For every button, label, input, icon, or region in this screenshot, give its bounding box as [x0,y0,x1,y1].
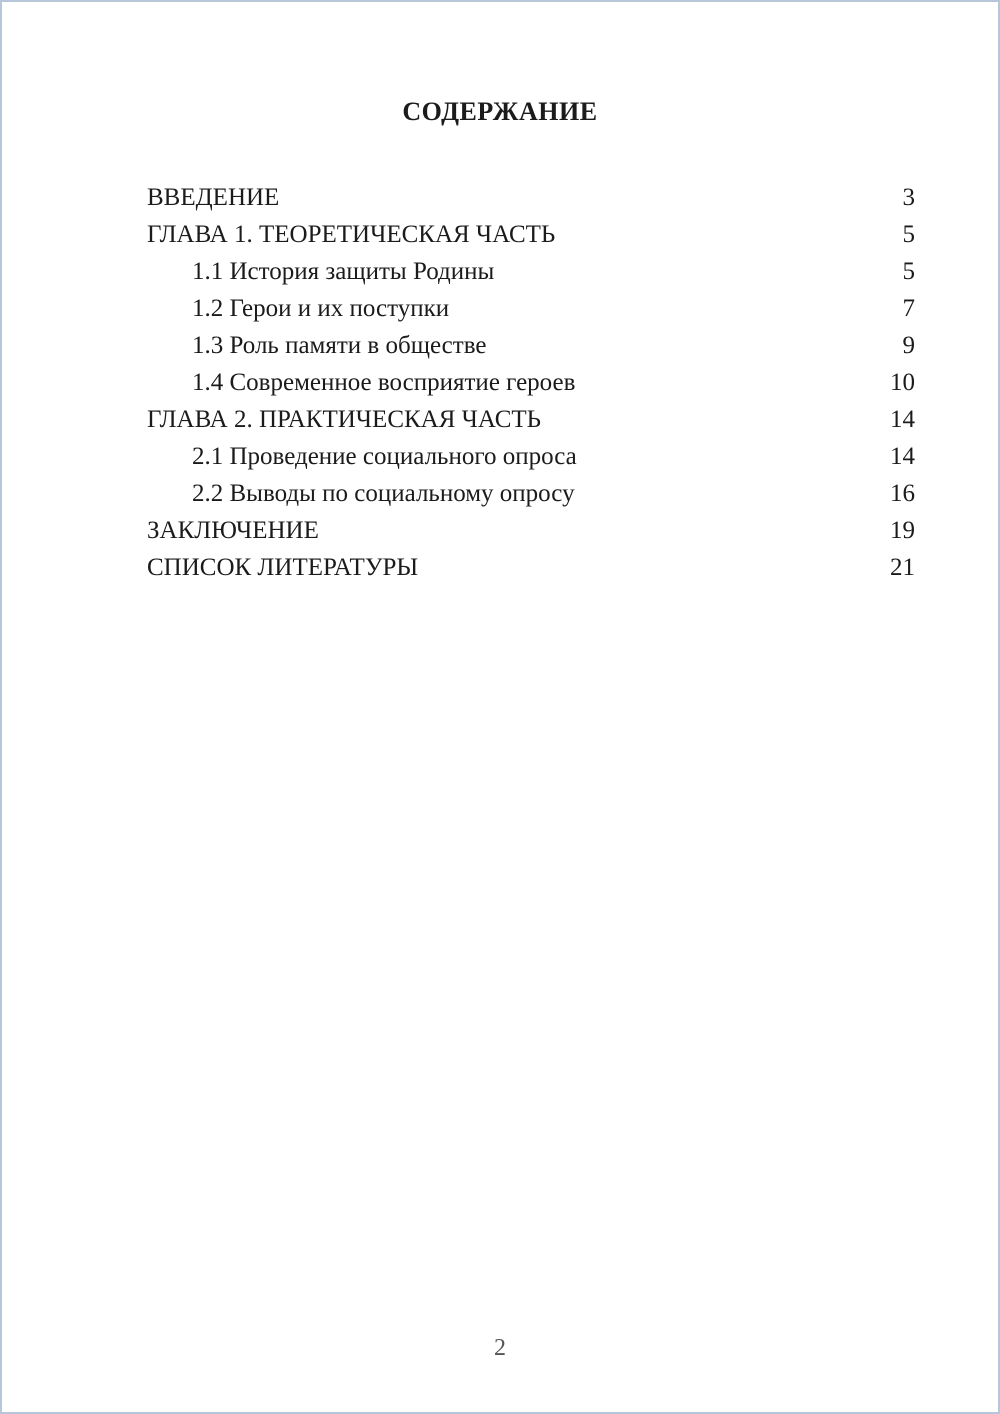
toc-entry-label: ГЛАВА 1. ТЕОРЕТИЧЕСКАЯ ЧАСТЬ [147,221,556,248]
page-title: СОДЕРЖАНИЕ [402,97,598,126]
toc-entry [147,475,915,512]
toc-entry-page: 7 [902,295,915,322]
toc-entry-page: 19 [890,517,915,544]
toc-entry [147,401,915,438]
toc-entry-label: ГЛАВА 2. ПРАКТИЧЕСКАЯ ЧАСТЬ [147,406,542,433]
toc-entry [147,438,915,475]
toc-entry [147,327,915,364]
toc-entry [147,253,915,290]
toc-entry-label: ЗАКЛЮЧЕНИЕ [147,517,319,544]
toc-entry [147,216,915,253]
toc-entry-label: СПИСОК ЛИТЕРАТУРЫ [147,554,419,581]
toc-entry [147,364,915,401]
toc-entry-page: 9 [902,332,915,359]
toc-entry-label: 2.1 Проведение социального опроса [192,443,577,470]
toc-entry [147,549,915,586]
toc-entry-page: 5 [902,221,915,248]
toc-entry-label: 1.2 Герои и их поступки [192,295,450,322]
toc-entry-page: 5 [902,258,915,285]
toc-entry-label: 2.2 Выводы по социальному опросу [192,480,575,507]
toc-entry-label: 1.3 Роль памяти в обществе [192,332,487,359]
toc-entry-page: 14 [890,443,915,470]
toc-entry-page: 3 [902,184,915,211]
toc-entry-page: 14 [890,406,915,433]
toc-entry-label: 1.4 Современное восприятие героев [192,369,576,396]
toc-entry-label: 1.1 История защиты Родины [192,258,495,285]
footer-page-number: 2 [494,1335,506,1361]
toc-entry-page: 10 [890,369,915,396]
toc-entry [147,512,915,549]
toc-entry [147,290,915,327]
toc-entry-page: 21 [890,554,915,581]
table-of-contents [2,179,998,586]
toc-entry-page: 16 [890,480,915,507]
toc-entry [147,179,915,216]
toc-entry-label: ВВЕДЕНИЕ [147,184,280,211]
